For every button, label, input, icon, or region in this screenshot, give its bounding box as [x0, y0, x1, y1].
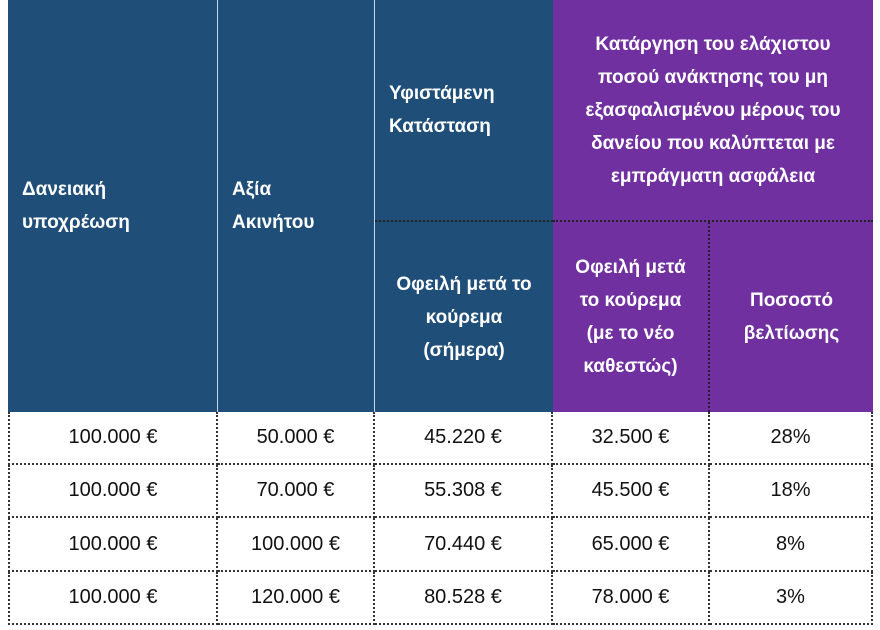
cell-property-value: 70.000 € — [218, 465, 375, 518]
header-property-value-label: Αξία Ακινήτου — [232, 179, 315, 233]
cell-debt-today: 80.528 € — [375, 572, 553, 625]
cell-improvement: 18% — [710, 465, 873, 518]
header-current-status-label: Υφιστάμενη Κατάσταση — [389, 83, 495, 137]
header-debt-new-label: Οφειλή μετά το κούρεμα (με το νέο καθεστώς) — [575, 257, 686, 377]
cell-debt-new: 45.500 € — [553, 465, 710, 518]
header-loan-label: Δανειακή υποχρέωση — [22, 179, 130, 233]
table-body — [8, 0, 873, 625]
header-abolition-label: Κατάργηση του ελάχιστου ποσού ανάκτησης του μη εξασφαλισμένου μέρους του δανείου που καλύπτεται με εμπράγματη ασφάλεια — [585, 33, 841, 187]
cell-debt-today: 55.308 € — [375, 465, 553, 518]
cell-loan: 100.000 € — [8, 465, 218, 518]
cell-improvement: 3% — [710, 572, 873, 625]
cell-debt-new: 65.000 € — [553, 518, 710, 572]
cell-debt-new: 32.500 € — [553, 412, 710, 465]
cell-property-value: 50.000 € — [218, 412, 375, 465]
cell-debt-today: 70.440 € — [375, 518, 553, 572]
cell-property-value: 120.000 € — [218, 572, 375, 625]
cell-improvement: 28% — [710, 412, 873, 465]
cell-debt-today: 45.220 € — [375, 412, 553, 465]
header-debt-today-label: Οφειλή μετά το κούρεμα (σήμερα) — [396, 273, 532, 361]
cell-debt-new: 78.000 € — [553, 572, 710, 625]
cell-loan: 100.000 € — [8, 412, 218, 465]
header-improvement-label: Ποσοστό βελτίωσης — [743, 290, 840, 344]
cell-property-value: 100.000 € — [218, 518, 375, 572]
cell-loan: 100.000 € — [8, 572, 218, 625]
cell-loan: 100.000 € — [8, 518, 218, 572]
cell-improvement: 8% — [710, 518, 873, 572]
